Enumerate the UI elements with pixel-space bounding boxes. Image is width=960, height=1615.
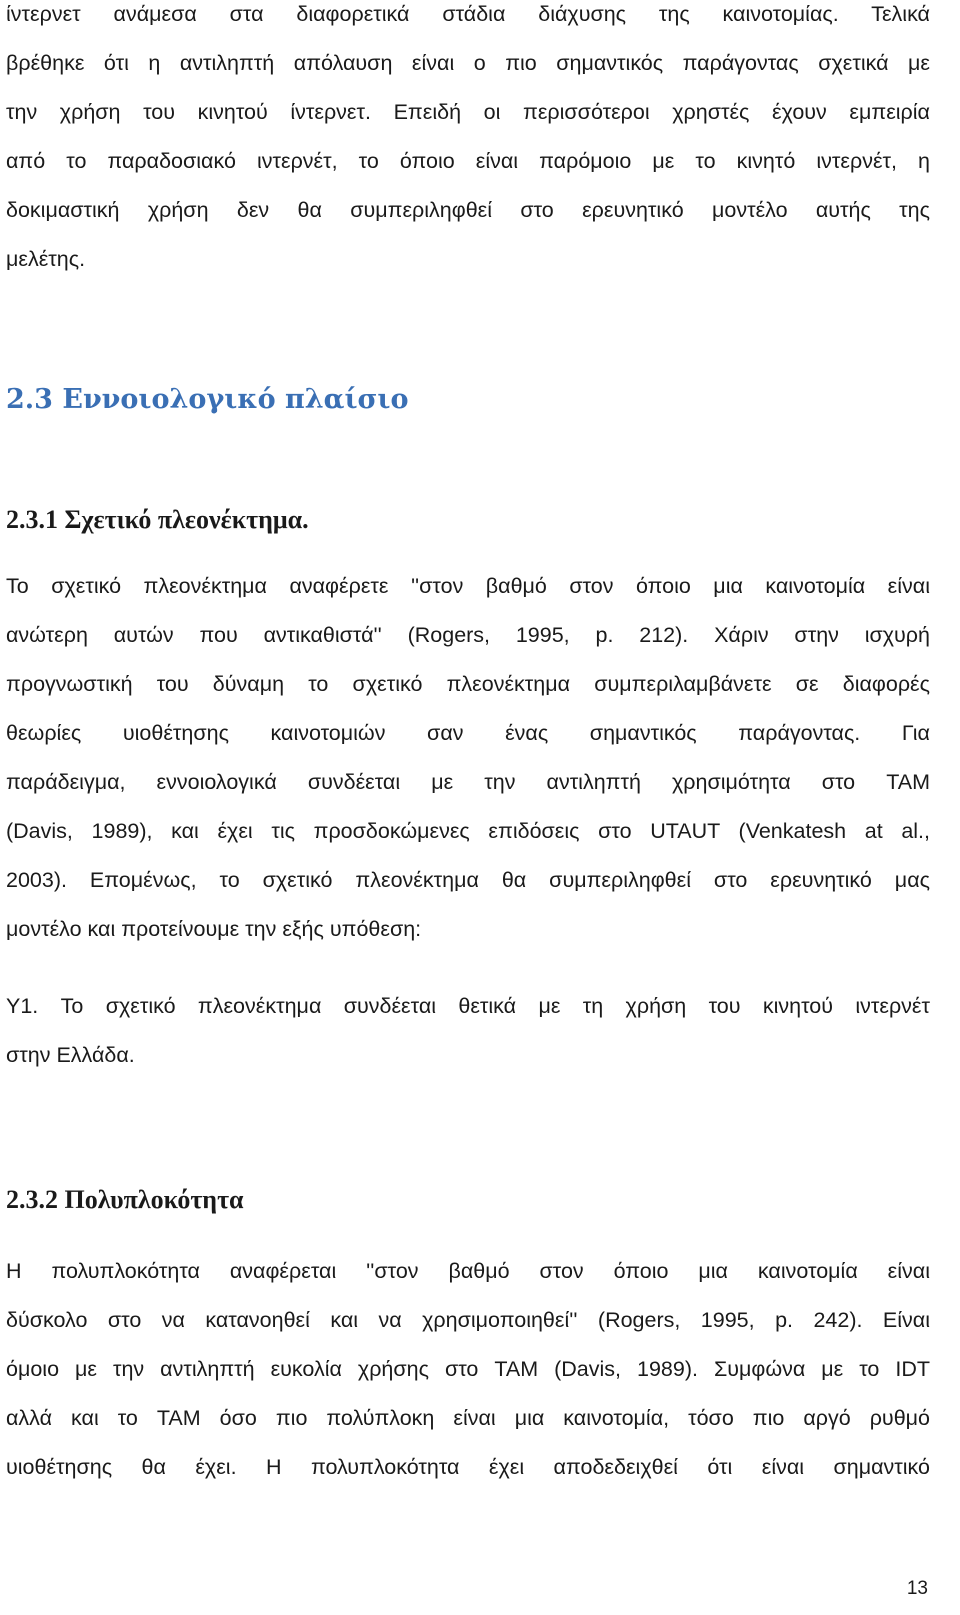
text-line: βρέθηκε ότι η αντιληπτή απόλαυση είναι ο πιο σημαντικός παράγοντας σχετικά με: [6, 51, 930, 75]
text-line: προγνωστική του δύναμη το σχετικό πλεονέκτημα συμπεριλαμβάνετε σε διαφορές: [6, 672, 930, 696]
text-line: την χρήση του κινητού ίντερνετ. Επειδή οι περισσότεροι χρηστές έχουν εμπειρία: [6, 100, 930, 124]
text-line: μελέτης.: [6, 247, 86, 271]
intro-paragraph: [6, 0, 930, 284]
page-number: 13: [906, 1578, 928, 1599]
text-line: στην Ελλάδα.: [6, 1043, 135, 1067]
subsection-heading-2-3-1: 2.3.1 Σχετικό πλεονέκτημα.: [6, 505, 309, 534]
text-line: δύσκολο στο να κατανοηθεί και να χρησιμοποιηθεί'' (Rogers, 1995, p. 242). Είναι: [6, 1308, 930, 1332]
text-line: δοκιμαστική χρήση δεν θα συμπεριληφθεί στο ερευνητικό μοντέλο αυτής της: [6, 198, 930, 222]
text-line: Το σχετικό πλεονέκτημα αναφέρετε ''στον βαθμό στον όποιο μια καινοτομία είναι: [6, 574, 930, 598]
text-line: όμοιο με την αντιληπτή ευκολία χρήσης στο TAM (Davis, 1989). Συμφώνα με το IDT: [6, 1357, 930, 1381]
text-line: Y1. Το σχετικό πλεονέκτημα συνδέεται θετικά με τη χρήση του κινητού ιντερνέτ: [6, 994, 930, 1018]
complexity-paragraph: [6, 1247, 930, 1492]
hypothesis-y1: [6, 982, 930, 1080]
text-line: 2003). Επομένως, το σχετικό πλεονέκτημα θα συμπεριληφθεί στο ερευνητικό μας: [6, 868, 930, 892]
text-line: παράδειγμα, εννοιολογικά συνδέεται με την αντιληπτή χρησιμότητα στο TAM: [6, 770, 930, 794]
text-line: από το παραδοσιακό ιντερνέτ, το όποιο είναι παρόμοιο με το κινητό ιντερνέτ, η: [6, 149, 930, 173]
text-line: αλλά και το TAM όσο πιο πολύπλοκη είναι μια καινοτομία, τόσο πιο αργό ρυθμό: [6, 1406, 930, 1430]
text-line: (Davis, 1989), και έχει τις προσδοκώμενες επιδόσεις στο UTAUT (Venkatesh at al.,: [6, 819, 930, 843]
text-line: υιοθέτησης θα έχει. Η πολυπλοκότητα έχει αποδεδειχθεί ότι είναι σημαντικό: [6, 1455, 930, 1479]
relative-advantage-paragraph: [6, 562, 930, 954]
subsection-heading-2-3-2: 2.3.2 Πολυπλοκότητα: [6, 1185, 244, 1214]
text-line: μοντέλο και προτείνουμε την εξής υπόθεση:: [6, 917, 422, 941]
text-line: ίντερνετ ανάμεσα στα διαφορετικά στάδια διάχυσης της καινοτομίας. Τελικά: [6, 2, 930, 26]
section-heading-2-3: 2.3 Εννοιολογικό πλαίσιο: [6, 384, 409, 415]
text-line: ανώτερη αυτών που αντικαθιστά'' (Rogers, 1995, p. 212). Χάριν στην ισχυρή: [6, 623, 930, 647]
text-line: Η πολυπλοκότητα αναφέρεται ''στον βαθμό στον όποιο μια καινοτομία είναι: [6, 1259, 930, 1283]
text-line: θεωρίες υιοθέτησης καινοτομιών σαν ένας σημαντικός παράγοντας. Για: [6, 721, 930, 745]
